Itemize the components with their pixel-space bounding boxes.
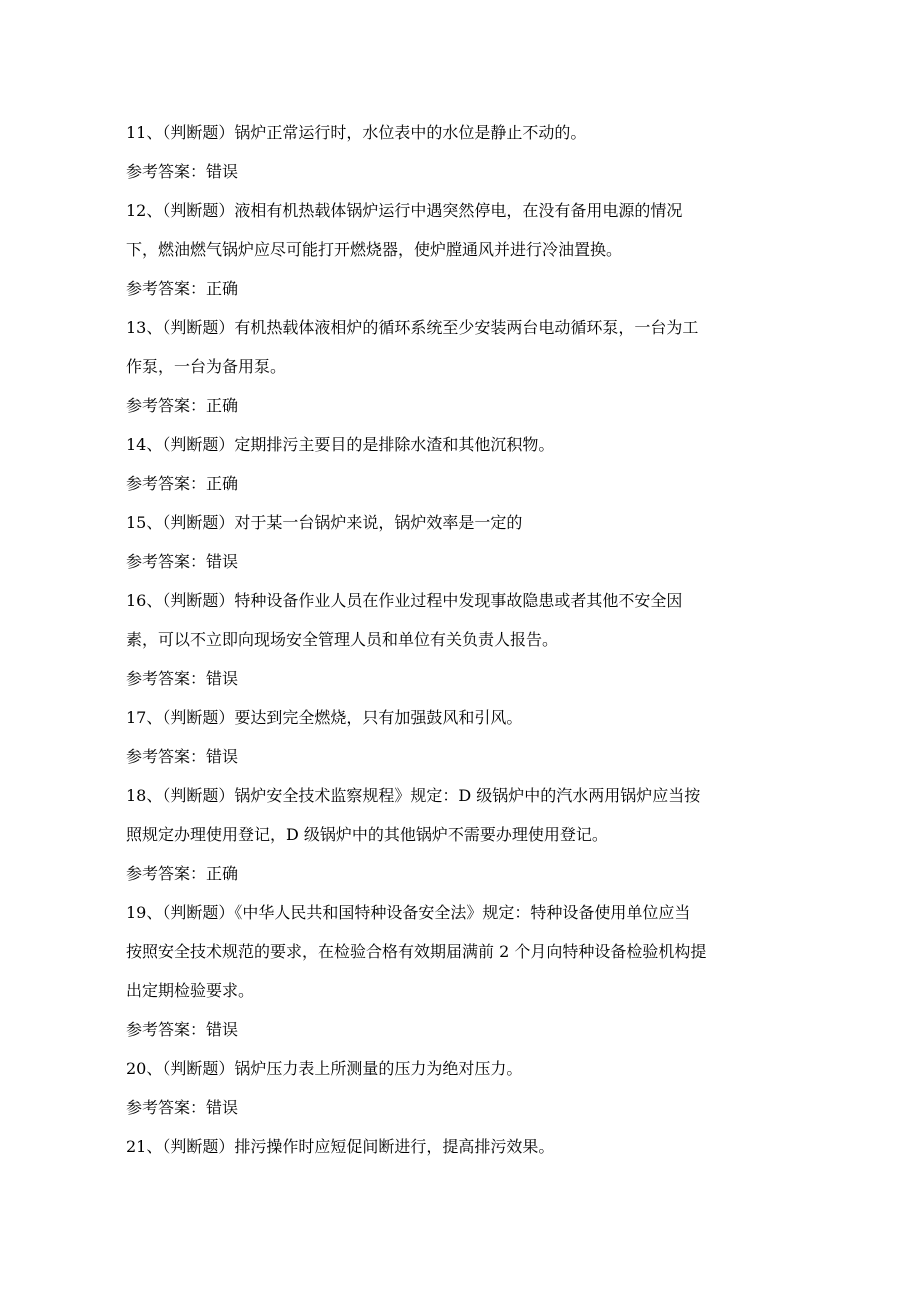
question-list	[126, 113, 798, 1166]
question-item	[126, 113, 798, 191]
question-item	[126, 308, 798, 425]
answer-line	[126, 542, 798, 581]
answer-label: 参考答案：	[126, 396, 207, 415]
answer-label: 参考答案：	[126, 669, 207, 688]
answer-label: 参考答案：	[126, 552, 207, 571]
answer-line	[126, 854, 798, 893]
question-text-line: 17、（判断题）要达到完全燃烧，只有加强鼓风和引风。	[126, 708, 523, 727]
answer-value: 错误	[206, 747, 239, 766]
answer-label: 参考答案：	[126, 162, 207, 181]
answer-line	[126, 659, 798, 698]
answer-value: 正确	[206, 279, 239, 298]
answer-line	[126, 1088, 798, 1127]
answer-line	[126, 737, 798, 776]
question-text-line: 20、（判断题）锅炉压力表上所测量的压力为绝对压力。	[126, 1059, 523, 1078]
answer-value: 错误	[206, 1020, 239, 1039]
question-text-line: 14、（判断题）定期排污主要目的是排除水渣和其他沉积物。	[126, 435, 555, 454]
question-text-line: 素，可以不立即向现场安全管理人员和单位有关负责人报告。	[126, 630, 559, 649]
question-text-line: 16、（判断题）特种设备作业人员在作业过程中发现事故隐患或者其他不安全因	[126, 591, 683, 610]
answer-value: 错误	[206, 552, 239, 571]
answer-label: 参考答案：	[126, 474, 207, 493]
answer-line	[126, 1010, 798, 1049]
answer-line	[126, 386, 798, 425]
question-item	[126, 191, 798, 308]
answer-value: 错误	[206, 162, 239, 181]
answer-line	[126, 269, 798, 308]
answer-line	[126, 464, 798, 503]
question-item	[126, 581, 798, 698]
question-text-line: 12、（判断题）液相有机热载体锅炉运行中遇突然停电，在没有备用电源的情况	[126, 201, 683, 220]
answer-label: 参考答案：	[126, 747, 207, 766]
question-text-line: 18、（判断题）锅炉安全技术监察规程》规定：D 级锅炉中的汽水两用锅炉应当按	[126, 786, 701, 805]
answer-value: 正确	[206, 864, 239, 883]
question-text-line: 15、（判断题）对于某一台锅炉来说，锅炉效率是一定的	[126, 513, 523, 532]
question-text-line: 出定期检验要求。	[126, 981, 255, 1000]
question-text-line: 13、（判断题）有机热载体液相炉的循环系统至少安装两台电动循环泵，一台为工	[126, 318, 699, 337]
answer-value: 正确	[206, 396, 239, 415]
answer-label: 参考答案：	[126, 864, 207, 883]
question-text-line: 下，燃油燃气锅炉应尽可能打开燃烧器，使炉膛通风并进行冷油置换。	[126, 240, 623, 259]
question-item	[126, 776, 798, 893]
answer-label: 参考答案：	[126, 279, 207, 298]
question-item	[126, 893, 798, 1049]
question-item	[126, 503, 798, 581]
answer-value: 错误	[206, 1098, 239, 1117]
document-page	[126, 113, 798, 1166]
question-text-line: 11、（判断题）锅炉正常运行时，水位表中的水位是静止不动的。	[126, 123, 587, 142]
answer-value: 正确	[206, 474, 239, 493]
question-text-line: 19、（判断题）《中华人民共和国特种设备安全法》规定：特种设备使用单位应当	[126, 903, 691, 922]
question-item	[126, 1127, 798, 1166]
question-text-line: 21、（判断题）排污操作时应短促间断进行，提高排污效果。	[126, 1137, 555, 1156]
question-text-line: 作泵，一台为备用泵。	[126, 357, 287, 376]
question-text-line: 照规定办理使用登记，D 级锅炉中的其他锅炉不需要办理使用登记。	[126, 825, 608, 844]
answer-line	[126, 152, 798, 191]
answer-label: 参考答案：	[126, 1098, 207, 1117]
answer-value: 错误	[206, 669, 239, 688]
question-item	[126, 698, 798, 776]
question-text-line: 按照安全技术规范的要求，在检验合格有效期届满前 2 个月向特种设备检验机构提	[126, 942, 707, 961]
question-item	[126, 1049, 798, 1127]
question-item	[126, 425, 798, 503]
answer-label: 参考答案：	[126, 1020, 207, 1039]
